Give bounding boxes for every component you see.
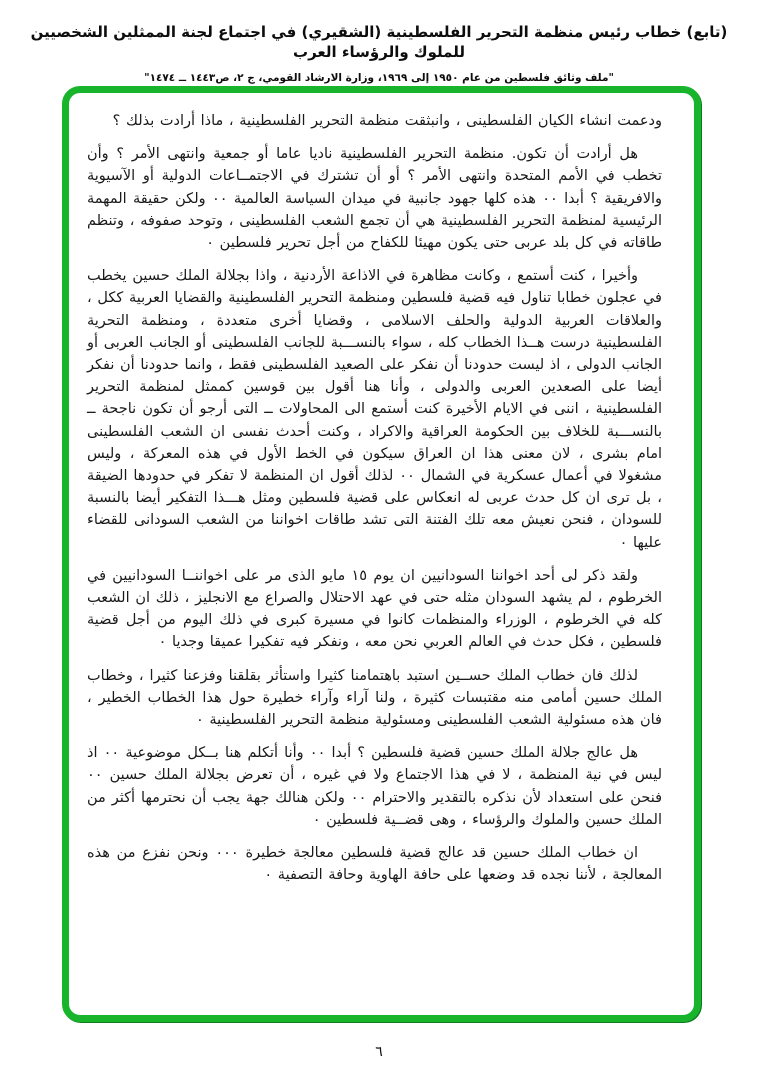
document-title: (تابع) خطاب رئيس منظمة التحرير الفلسطينية (الشقيري) في اجتماع لجنة الممثلين الشخصيين للملوك والرؤساء العرب [30, 23, 728, 62]
paragraph: لذلك فان خطاب الملك حســين استبد باهتمامنا كثيرا واستأثر بقلقنا وفزعنا كثيرا ، وخطاب الملك حسين أمامى منه مقتبسات كثيرة ، ولنا آراء وآراء خطيرة حول هذا الخطاب الخطير ، فان هذه مسئولية الشعب الفلسطينى ومسئولية منظمة التحرير الفلسطينية ٠ [87, 667, 662, 729]
paragraph: وأخيرا ، كنت أستمع ، وكانت مظاهرة في الاذاعة الأردنية ، واذا بجلالة الملك حسين يخطب في عجلون خطابا تناول فيه قضية فلسطين ومنظمة التحرير الفلسطينية والقضايا العربية ككل ، والعلاقات العربية الدولية والحلف الاسلامى ، وقضايا أخرى متعددة ، ومنظمة التحرية الفلسطينية درست هــذا الخطاب كله ، سواء بالنســـبة للجانب الفلسطينى أو الجانب العربى أو الجانب الدولى ، اذ ليست حدودنا أن نفكر على الصعيد الفلسطينى فقط ، وانما حدودنا أن نفكر أيضا على الصعدين العربى والدولى ، وأنا هنا أقول بين قوسين كممثل لمنظمة التحرير الفلسطينية ، اننى في الايام الأخيرة كنت أستمع الى المحاولات ــ التى أرجو أن تكون ناجحة ــ بالنســـبة للخلاف بين الحكومة العراقية والاكراد ، وكنت أحدث نفسى ان الشعب الفلسطينى امام بشرى ، لان معنى هذا ان العراق سيكون في الخط الأول في هذه المعركة ، وليس مشغولا في أعمال عسكرية في الشمال ٠٠ لذلك أقول ان المنظمة لا تفكر في حدودها الضيقة ، بل ترى ان كل حدث عربى له انعكاس على قضية فلسطين ومثل هـــذا التفكير أيضا بالنسبة للسودان ، فنحن نعيش معه تلك الفتنة التى تشد طاقات اخواننا من الشعب السودانى للقضاء عليها ٠ [87, 268, 662, 551]
page-header [0, 0, 758, 84]
paragraph: هل أرادت أن تكون. منظمة التحرير الفلسطينية ناديا عاما أو جمعية وانتهى الأمر ؟ وأن تخطب في الأمم المتحدة وانتهى الأمر ؟ أو أن تشترك في الاجتمــاعات الدولية أو الآسيوية والافريقية ؟ أبدا ٠٠ هذه كلها جهود جانبية في ميدان السياسة العالمية ٠٠ ولكن حقيقة المهمة الرئيسية لمنظمة التحرير الفلسطينية هي أن تجمع الشعب الفلسطينى ، وتوحد صفوفه ، وتنظم طاقاته في كل بلد عربى حتى يكون مهيئا للكفاح من أجل تحرير فلسطين ٠ [87, 146, 662, 252]
paragraph: ولقد ذكر لى أحد اخواننا السودانيين ان يوم ١٥ مايو الذى مر على اخواننــا السودانيين في الخرطوم ، لم يشهد السودان مثله حتى في عهد الاحتلال والصراع مع الانجليز ، ذلك ان الشعب كله في الخرطوم ، الوزراء والمنظمات كانوا في مسيرة كبرى في ذلك اليوم من أجل قضية فلسطين ، فكل حدث في العالم العربي نحن معه ، ونفكر فيه تفكيرا عميقا وجديا ٠ [87, 567, 662, 651]
page-number: ٦ [375, 1044, 383, 1060]
document-frame [62, 86, 701, 1022]
document-body [69, 93, 694, 1015]
paragraph: هل عالج جلالة الملك حسين قضية فلسطين ؟ أبدا ٠٠ وأنا أتكلم هنا بــكل موضوعية ٠٠ اذ ليس في نية المنظمة ، لا في هذا الاجتماع ولا في غيره ، أن تعرض بجلالة الملك حسين ٠٠ فنحن على استعداد لأن نذكره بالتقدير والاحترام ٠٠ ولكن هنالك جهة يجب أن نحترمها أكثر من الملك حسين والملوك والرؤساء ، وهى قضــية فلسطين ٠ [87, 745, 662, 828]
paragraph: ودعمت انشاء الكيان الفلسطينى ، وانبثقت منظمة التحرير الفلسطينية ، ماذا أرادت بذلك ؟ [112, 113, 662, 129]
source-citation: "ملف وثائق فلسطين من عام ١٩٥٠ إلى ١٩٦٩، وزارة الارشاد القومي، ج ٢، ص١٤٤٣ ــ ١٤٧٤" [144, 71, 614, 84]
paragraph: ان خطاب الملك حسين قد عالج قضية فلسطين معالجة خطيرة ٠٠٠ ونحن نفزع من هذه المعالجة ، لأننا نجده قد وضعها على حافة الهاوية وحافة التصفية ٠ [87, 845, 662, 884]
